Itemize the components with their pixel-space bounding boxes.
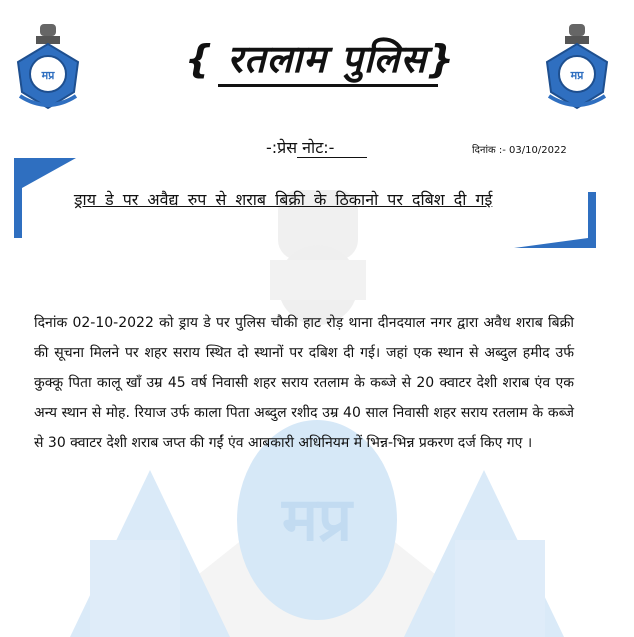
left-corner-bracket — [14, 158, 76, 238]
emblem-text: मप्र — [41, 69, 55, 82]
press-note-body: दिनांक 02-10-2022 को ड्राय डे पर पुलिस चौकी हाट रोड़ थाना दीनदयाल नगर द्वारा अवैध शराब बिक्री की सूचना मिलने पर शहर सराय स्थित दो स्थानों पर दबिश दी गई। जहां एक स्थान से अब्दुल हमीद उर्फ कुक्कू पिता कालू खाँ उम्र 45 वर्ष निवासी शहर सराय रतलाम के कब्जे से 20 क्वाटर देशी शराब एंव एक अन्य स्थान से मोह. रियाज उर्फ काला पिता अब्दुल रशीद उम्र 40 साल निवासी शहर सराय रतलाम के कब्जे से 30 क्वाटर देशी शराब जप्त की गईं एंव आबकारी अधिनियम में भिन्न-भिन्न प्रकरण दर्ज किए गए । — [34, 315, 574, 451]
press-note-date: दिनांक :- 03/10/2022 — [472, 145, 567, 156]
title-underline — [218, 84, 438, 87]
page-title: { रतलाम पुलिस} — [185, 37, 455, 81]
press-note-underline — [297, 157, 367, 158]
svg-text:मप्र: मप्र — [281, 485, 353, 555]
headline: ड्राय डे पर अवैद्य रुप से शराब बिक्री के ठिकानो पर दबिश दी गई — [74, 190, 493, 209]
mp-police-emblem-left — [12, 22, 84, 112]
emblem-text: मप्र — [570, 69, 584, 82]
press-note-label: -:प्रेस नोट:- — [266, 138, 335, 157]
mp-police-emblem-right — [541, 22, 613, 112]
